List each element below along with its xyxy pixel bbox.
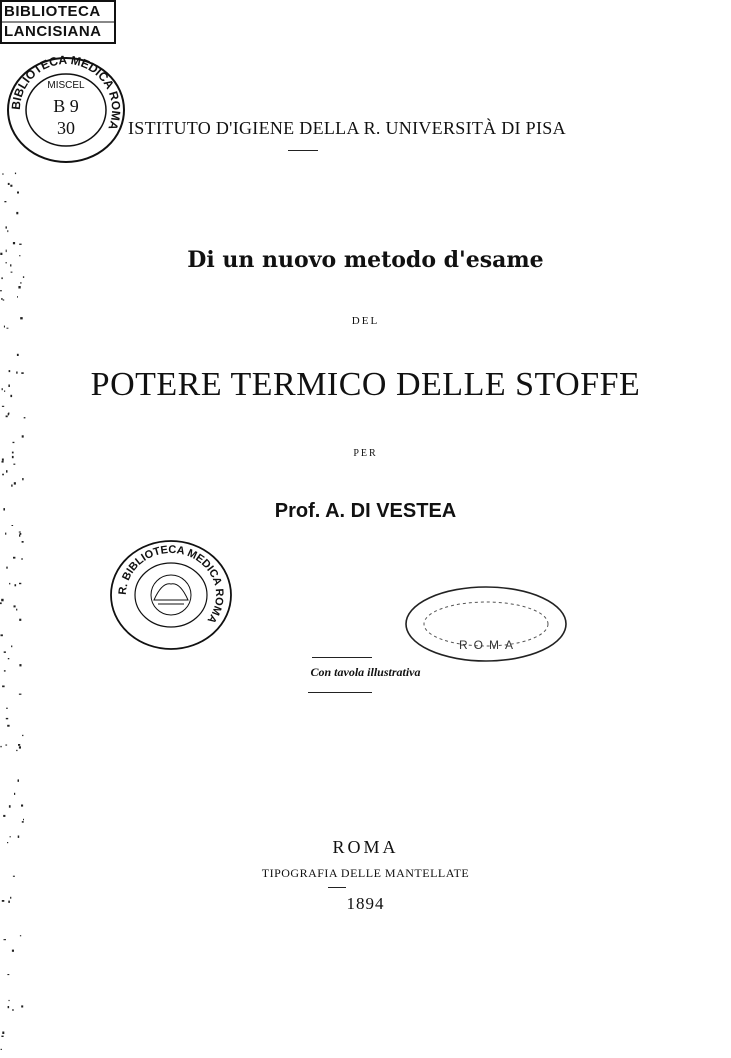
scan-speck [1,599,3,602]
scan-speck [15,584,17,586]
scan-speck [6,470,8,472]
scan-speck [8,413,9,415]
scan-speck [8,658,10,659]
scan-speck [1,1049,2,1050]
scan-speck [19,535,20,537]
scan-speck [24,417,26,418]
shelf-stamp-line2: B 9 [53,96,79,116]
scan-speck [9,370,11,372]
note-rule-bottom [308,692,372,693]
scan-speck [2,388,3,390]
scan-speck [3,299,4,300]
scan-speck [4,651,6,653]
scan-speck [7,230,8,232]
scan-speck [6,708,8,709]
imprint-city: ROMA [332,837,399,857]
shelf-stamp-line3: 30 [57,118,75,138]
scan-speck [6,416,8,418]
shelf-stamp-ring-text: BIBLIOTECA MEDICA ROMA [8,54,124,132]
institute-heading: ISTITUTO D'IGIENE DELLA R. UNIVERSITÀ DI PISA [128,118,566,138]
scan-speck [11,485,12,487]
scan-speck [3,815,5,817]
scan-speck [6,250,7,253]
scan-speck [17,354,19,356]
scan-speck [1,298,2,300]
scan-speck [14,605,16,607]
scan-speck [10,836,11,837]
scan-speck [21,805,23,807]
scan-speck [6,567,7,569]
scan-speck [16,212,18,214]
shelf-mark-stamp [4,54,128,166]
scan-speck [12,1009,14,1010]
scan-speck [12,525,14,526]
scan-speck [10,395,12,397]
scan-speck [7,725,9,727]
scan-speck [14,482,16,484]
scan-speck [3,508,5,510]
scan-speck [17,296,18,297]
scan-speck [13,557,15,559]
scan-speck [22,735,23,736]
scan-speck [7,842,8,843]
scan-speck [4,939,7,940]
library-label-line2: LANCISIANA [4,23,102,40]
scan-speck [4,326,5,328]
scan-speck [20,935,21,936]
scan-speck [7,974,9,975]
scan-speck [12,456,14,458]
scan-noise-left-margin [0,170,30,1050]
scan-speck [6,718,8,719]
scan-speck [16,609,17,611]
scan-speck [9,1000,10,1001]
oval-stamp [404,585,568,663]
scan-speck [20,282,21,284]
scan-speck [18,836,20,838]
scan-speck [4,391,5,392]
library-label [0,0,118,44]
scan-speck [12,452,14,454]
round-stamp-ring-text: R. BIBLIOTECA MEDICA ROMA [116,543,226,626]
scan-speck [1,277,2,279]
main-title: POTERE TERMICO DELLE STOFFE [90,366,641,403]
scan-speck [13,242,15,244]
scan-speck [9,583,10,585]
imprint-divider [328,887,346,888]
scan-speck [2,1032,4,1035]
shelf-stamp-line1: MISCEL [47,80,85,91]
scan-speck [15,173,16,175]
note-rule-top [312,657,372,658]
illustration-note: Con tavola illustrativa [310,665,421,679]
scan-speck [19,694,22,695]
oval-stamp-text: ROMA [459,638,519,652]
scan-speck [10,264,11,266]
scan-speck [1,634,3,636]
round-stamp-seal [106,538,236,652]
author-connector: PER [353,448,378,459]
scan-speck [2,461,4,463]
scan-speck [2,459,4,461]
scan-speck [19,619,21,621]
scan-speck [11,646,12,648]
imprint-printer: TIPOGRAFIA DELLE MANTELLATE [261,866,470,880]
scan-speck [8,183,10,185]
author-name: Prof. A. DI VESTEA [274,500,457,522]
scan-speck [19,255,20,256]
scan-speck [5,533,6,535]
scan-speck [18,779,19,781]
scan-speck [0,602,2,604]
imprint-year: 1894 [346,894,385,913]
scan-speck [2,474,4,476]
scan-speck [5,745,7,746]
scan-speck [9,805,11,808]
scan-speck [20,317,23,319]
scan-speck [0,253,2,255]
scan-speck [2,900,5,902]
scan-speck [11,272,13,273]
scan-speck [12,950,14,952]
scan-speck [16,750,17,751]
scan-speck [4,201,6,202]
scan-speck [2,686,5,688]
scan-speck [22,541,24,543]
scan-speck [10,897,11,899]
scan-speck [19,244,21,245]
scan-speck [8,901,10,903]
scan-speck [4,670,6,671]
scan-speck [10,185,12,187]
library-round-stamp [106,538,236,652]
scan-speck [7,328,9,329]
scan-speck [23,276,24,278]
scan-speck [13,442,15,443]
scan-speck [8,1006,10,1008]
scan-speck [19,583,21,584]
scan-speck [14,793,15,795]
scan-speck [21,1005,23,1007]
scan-speck [1,1036,3,1037]
scan-speck [19,664,21,666]
scan-speck [17,192,19,194]
scan-speck [0,290,2,291]
scan-speck [21,372,23,374]
scan-speck [18,744,20,746]
scan-speck [6,226,7,228]
scan-speck [13,876,15,877]
scan-speck [16,372,17,374]
library-label-line1: BIBLIOTECA [4,3,101,20]
scan-speck [19,746,21,748]
title-connector: DEL [351,315,380,327]
scan-speck [18,286,20,289]
scan-speck [13,464,15,465]
title-line: Di un nuovo metodo d'esame [187,247,544,273]
scan-speck [2,406,4,407]
institute-divider [288,150,318,151]
scan-speck [19,532,21,533]
scan-speck [23,819,24,821]
scan-speck [22,435,24,437]
scan-speck [21,558,23,559]
scan-speck [22,478,23,480]
scan-speck [2,173,3,175]
scan-speck [0,746,1,747]
scan-speck [22,821,24,823]
scan-speck [5,262,7,263]
svg-text:R. BIBLIOTECA MEDICA ROMA [117,544,225,625]
scan-speck [8,385,10,388]
